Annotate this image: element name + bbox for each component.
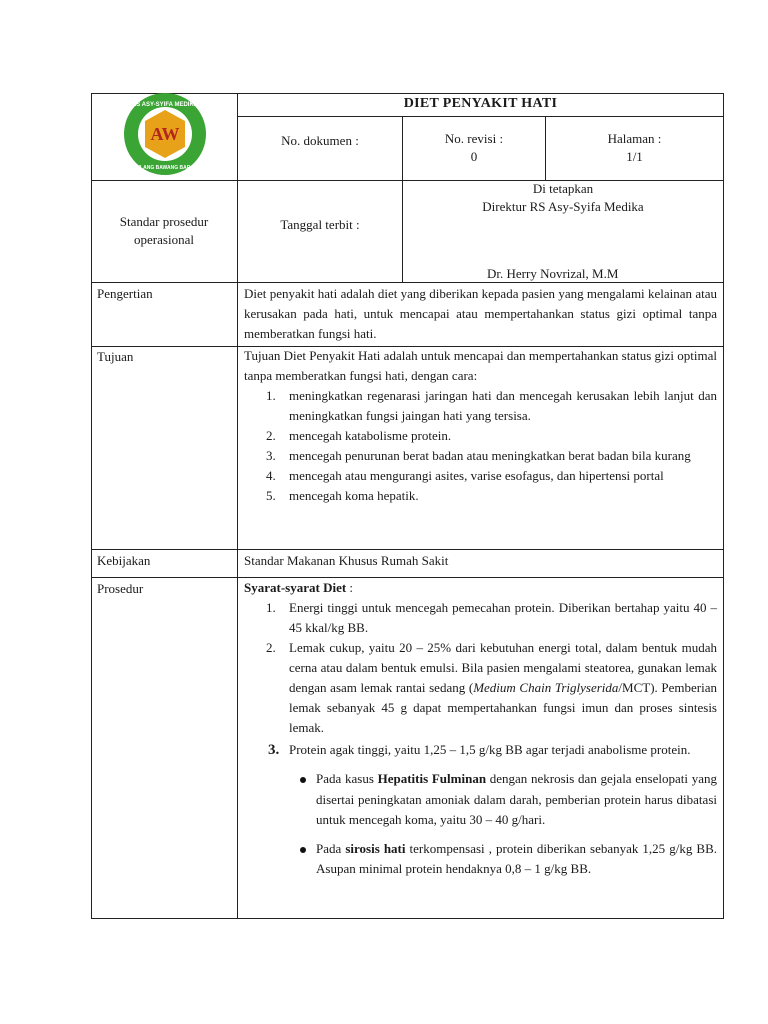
- list-item-text: Lemak cukup, yaitu 20 – 25% dari kebutuhan energi total, dalam bentuk mudah cerna atau dalam bentuk emulsi. Bila pasien mengalami steatorea, gunakan lemak dengan asam lemak rantai sedang (: [289, 640, 717, 695]
- list-item-italic: Medium Chain Triglyserida: [473, 680, 619, 695]
- list-item: [244, 486, 717, 506]
- prosedur-label: Prosedur: [97, 581, 144, 596]
- halaman: [546, 130, 723, 166]
- list-item: [244, 446, 717, 466]
- pengertian-label: Pengertian: [97, 286, 153, 301]
- no-revisi-label: No. revisi :: [444, 131, 504, 146]
- direktur-text: Direktur RS Asy-Syifa Medika: [482, 199, 644, 214]
- prosedur-heading: [244, 578, 717, 598]
- list-item: [244, 386, 717, 426]
- logo-ring-top: RS ASY-SYIFA MEDIKA: [131, 102, 199, 108]
- kebijakan-text: Standar Makanan Khusus Rumah Sakit: [244, 553, 449, 568]
- list-item-text: /MCT). Pemberian lemak sebanyak 45 g dapat mempertahankan fungsi imun dan proses sintesis lemak.: [289, 680, 717, 735]
- list-number: 4.: [266, 468, 276, 483]
- prosedur-heading-bold: Syarat-syarat Diet: [244, 580, 347, 595]
- list-number: 2.: [266, 640, 276, 655]
- prosedur-content: [244, 578, 717, 880]
- list-item-text: mencegah penurunan berat badan atau meningkatkan berat badan bila kurang: [289, 448, 691, 463]
- list-item: [244, 598, 717, 638]
- sub-list-item: [244, 769, 717, 831]
- list-number: 5.: [266, 488, 276, 503]
- list-item: [244, 638, 717, 738]
- list-item-text: Energi tinggi untuk mencegah pemecahan protein. Diberikan bertahap yaitu 40 – 45 kkal/kg BB.: [289, 600, 717, 635]
- row-divider-tujuan: [91, 549, 724, 550]
- halaman-value: 1/1: [626, 149, 643, 164]
- tujuan-content: [244, 346, 717, 506]
- penetapan: [403, 180, 723, 216]
- list-item-text: meningkatkan regenarasi jaringan hati dan mencegah kerusakan lebih lanjut dan meningkatkan fungsi jaingan hati yang tersisa.: [289, 388, 717, 423]
- sub-item-text: Pada: [316, 840, 346, 856]
- document-title: DIET PENYAKIT HATI: [403, 96, 558, 111]
- list-number: 3.: [266, 448, 276, 463]
- logo-monogram: AW: [150, 124, 180, 144]
- list-number: 1.: [266, 600, 276, 615]
- sub-list-item: [244, 839, 717, 880]
- hospital-logo: [118, 90, 212, 180]
- tujuan-label: Tujuan: [97, 349, 134, 364]
- bullet-icon: [300, 777, 306, 783]
- logo-ring-bottom: TULANG BAWANG BARAT: [133, 165, 197, 171]
- list-number: 1.: [266, 388, 276, 403]
- dokter-name: Dr. Herry Novrizal, M.M: [487, 266, 619, 281]
- table-border-bottom: [91, 918, 724, 919]
- halaman-label: Halaman :: [607, 131, 662, 146]
- sub-item-text: dengan nekrosis dan gejala enselopati yang disertai peningkatan amoniak dalam darah, pemberian protein harus dibatasi untuk mencegah koma, yaitu 30 – 40 g/hari.: [316, 771, 717, 827]
- list-item: [244, 740, 717, 760]
- prosedur-heading-suffix: :: [346, 580, 354, 595]
- no-revisi-value: 0: [470, 149, 478, 164]
- no-dokumen-label: No. dokumen :: [281, 133, 359, 148]
- sub-item-text: terkompensasi , protein diberikan sebanyak 1,25 g/kg BB. Asupan minimal protein hendaknya 0,8 – 1 g/kg BB.: [316, 840, 717, 876]
- sub-item-bold: sirosis hati: [345, 840, 406, 856]
- ditetapkan-text: Di tetapkan: [532, 181, 594, 196]
- list-item-text: mencegah koma hepatik.: [289, 488, 419, 503]
- pengertian-text: Diet penyakit hati adalah diet yang diberikan kepada pasien yang mengalami kelainan atau kerusakan pada hati, untuk mencapai atau mempertahankan status gizi optimal tanpa memberatkan fungsi hati.: [244, 286, 717, 341]
- tujuan-intro: Tujuan Diet Penyakit Hati adalah untuk mencapai dan mempertahankan status gizi optimal tanpa memberatkan fungsi hati, dengan cara:: [244, 348, 717, 383]
- list-item-text: mencegah katabolisme protein.: [289, 428, 452, 443]
- table-border-left: [91, 93, 92, 919]
- list-item: [244, 466, 717, 486]
- list-item: [244, 426, 717, 446]
- no-revisi: [403, 130, 545, 166]
- table-border-right: [723, 93, 724, 919]
- header-divider-title: [237, 116, 724, 117]
- kebijakan-label: Kebijakan: [97, 553, 151, 568]
- bullet-icon: [300, 847, 306, 853]
- list-item-text: Protein agak tinggi, yaitu 1,25 – 1,5 g/kg BB agar terjadi anabolisme protein.: [289, 742, 691, 757]
- tanggal-terbit-label: Tanggal terbit :: [280, 217, 360, 232]
- list-item-text: mencegah atau mengurangi asites, varise esofagus, dan hipertensi portal: [289, 468, 664, 483]
- sub-item-bold: Hepatitis Fulminan: [377, 771, 487, 786]
- list-number: 3.: [268, 742, 280, 758]
- list-number: 2.: [266, 428, 276, 443]
- spo-label: Standar prosedur operasional: [119, 214, 209, 247]
- sub-item-text: Pada kasus: [316, 771, 378, 786]
